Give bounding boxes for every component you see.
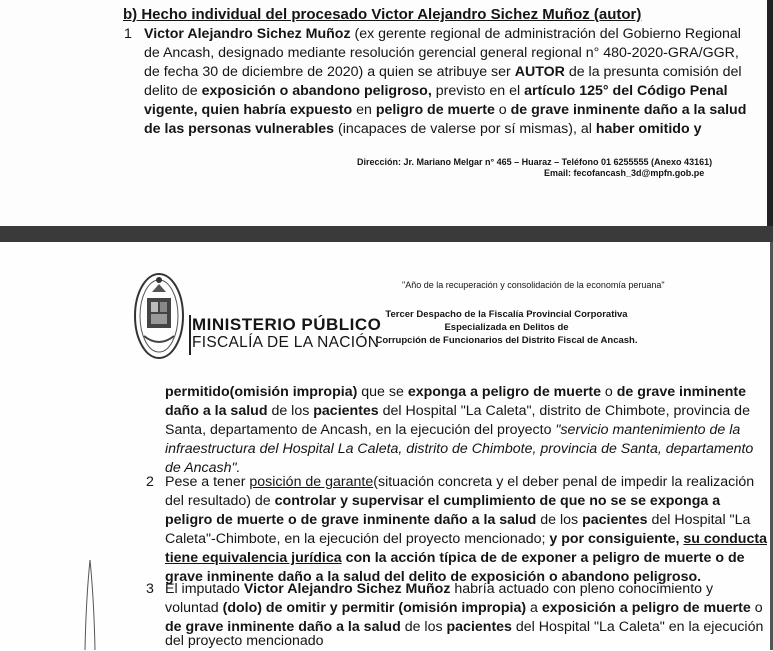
text-run: previsto en el (431, 83, 525, 99)
paragraph-line (144, 25, 741, 44)
text-run: AUTOR (514, 64, 565, 80)
text-run: a (526, 600, 542, 616)
text-run: de los (267, 403, 314, 419)
paragraph-line (144, 101, 746, 120)
text-run: permitido(omisión impropia) (165, 384, 358, 400)
text-run: El imputado (165, 581, 244, 597)
text-run: del resultado) de (165, 493, 275, 509)
office-line-2: Corrupción de Funcionarios del Distrito Fiscal de Ancash. (375, 335, 638, 346)
text-run: (incapaces de valerse por sí mismas), al (334, 121, 596, 137)
text-run: en (352, 102, 376, 118)
text-run: del Hospital "La Caleta" en la ejecución (511, 619, 764, 635)
margin-pen-mark-icon (82, 560, 98, 650)
text-run: de fecha 30 de diciembre de 2020) a quien se atribuye ser (144, 64, 515, 80)
text-run: de grave inminente daño a la salud (510, 102, 747, 118)
text-run: exposición o abandono peligroso, (201, 83, 432, 99)
text-run: Victor Alejandro Sichez Muñoz (243, 581, 451, 597)
paragraph-line (165, 511, 750, 530)
paragraph-line: de Ancash, designado mediante resolución gerencial general regional n° 480-2020-GRA/GGR, (144, 45, 739, 61)
text-run: pacientes (582, 512, 648, 528)
defendant-name: Victor Alejandro Sichez Muñoz (144, 26, 351, 42)
text-run: pacientes (446, 619, 512, 635)
office-line-1: Tercer Despacho de la Fiscalía Provincial Corporativa Especializada en Delitos de (385, 309, 628, 333)
org-subtitle: FISCALÍA DE LA NACIÓN (192, 334, 380, 351)
text-run: de grave inminente daño a la salud (165, 619, 401, 635)
text-run: de las personas vulnerables (144, 121, 335, 137)
page-divider (0, 226, 773, 242)
text-run: grave inminente daño a la salud del delito de exposición o abandono peligroso. (165, 569, 702, 585)
text-run: posición de garante (249, 474, 374, 490)
paragraph-line (144, 63, 742, 82)
text-run: artículo 125° del Código Penal (524, 83, 728, 99)
paragraph-line (165, 492, 720, 511)
text-run: que se (357, 384, 408, 400)
paragraph-line (165, 383, 746, 402)
text-run: habría actuado con pleno conocimiento y (450, 581, 714, 597)
coat-of-arms-seal-icon (132, 270, 186, 362)
text-run: y por consiguiente, (549, 531, 684, 547)
text-run: del Hospital "La Caleta", distrito de Chimbote, provincia de (378, 403, 750, 419)
item-number-3: 3 (146, 581, 154, 597)
page-edge-shadow (767, 0, 773, 226)
item-number-1: 1 (124, 26, 132, 42)
text-run: controlar y supervisar el cumplimiento de que no se se exponga a (274, 493, 721, 509)
text-run: su conducta (683, 531, 767, 547)
text-run: delito de (144, 83, 202, 99)
paragraph-line (144, 82, 728, 101)
text-run: de grave inminente (616, 384, 747, 400)
text-run: peligro de muerte (375, 102, 495, 118)
paragraph-line (165, 530, 767, 549)
paragraph-line: del proyecto mencionado (165, 633, 324, 649)
paragraph-line (165, 599, 763, 618)
text-run: o (494, 102, 511, 118)
text-run: voluntad (165, 600, 223, 616)
item-number-2: 2 (146, 474, 154, 490)
paragraph-line (165, 402, 750, 421)
text-run: Santa, departamento de Ancash, en la ejecución del proyecto (165, 422, 556, 438)
paragraph-line (165, 580, 713, 599)
paragraph-line: de Ancash". (165, 460, 241, 476)
paragraph-line: infraestructura del Hospital La Caleta, distrito de Chimbote, provincia de Santa, departamento (165, 441, 754, 457)
text-run: vigente, quien habría expuesto (144, 102, 353, 118)
text-run: "servicio mantenimiento de la (555, 422, 741, 438)
paragraph-line (144, 120, 701, 139)
text-run: del Hospital "La (647, 512, 751, 528)
text-run: o (750, 600, 763, 616)
text-run: peligro de muerte o de grave inminente daño a la salud (165, 512, 537, 528)
footer-email: Email: fecofancash_3d@mpfn.gob.pe (544, 168, 705, 178)
text-run: (ex gerente regional de administración del Gobierno Regional (350, 26, 741, 42)
org-name: MINISTERIO PÚBLICO (192, 315, 382, 334)
text-run: de la presunta comisión del (564, 64, 742, 80)
text-run: Caleta"-Chimbote, en la ejecución del proyecto mencionado; (165, 531, 550, 547)
office-header (354, 308, 659, 347)
paragraph-line (165, 473, 754, 492)
previous-page (0, 0, 773, 226)
paragraph-line (165, 421, 740, 440)
text-run: (situación concreta y el deber penal de impedir la realización (373, 474, 755, 490)
text-run: haber omitido y (595, 121, 702, 137)
text-run: exposición a peligro de muerte (541, 600, 751, 616)
year-motto: "Año de la recuperación y consolidación de la economía peruana" (402, 280, 665, 290)
text-run: daño a la salud (165, 403, 268, 419)
logo-rule (189, 315, 191, 355)
footer-address: Dirección: Jr. Mariano Melgar n° 465 – Huaraz – Teléfono 01 6255555 (Anexo 43161) (357, 157, 713, 167)
text-run: pacientes (313, 403, 379, 419)
paragraph-line (165, 549, 745, 568)
text-run: de los (536, 512, 583, 528)
text-run: con la acción típica de de exponer a peligro de muerte o de (341, 550, 745, 566)
text-run: tiene equivalencia jurídica (165, 550, 342, 566)
text-run: o (600, 384, 617, 400)
text-run: exponga a peligro de muerte (407, 384, 601, 400)
text-run: Pese a tener (165, 474, 250, 490)
section-heading: b) Hecho individual del procesado Victor Alejandro Sichez Muñoz (autor) (123, 6, 642, 23)
text-run: de los (400, 619, 447, 635)
text-run: (dolo) de omitir y permitir (omisión impropia) (222, 600, 527, 616)
